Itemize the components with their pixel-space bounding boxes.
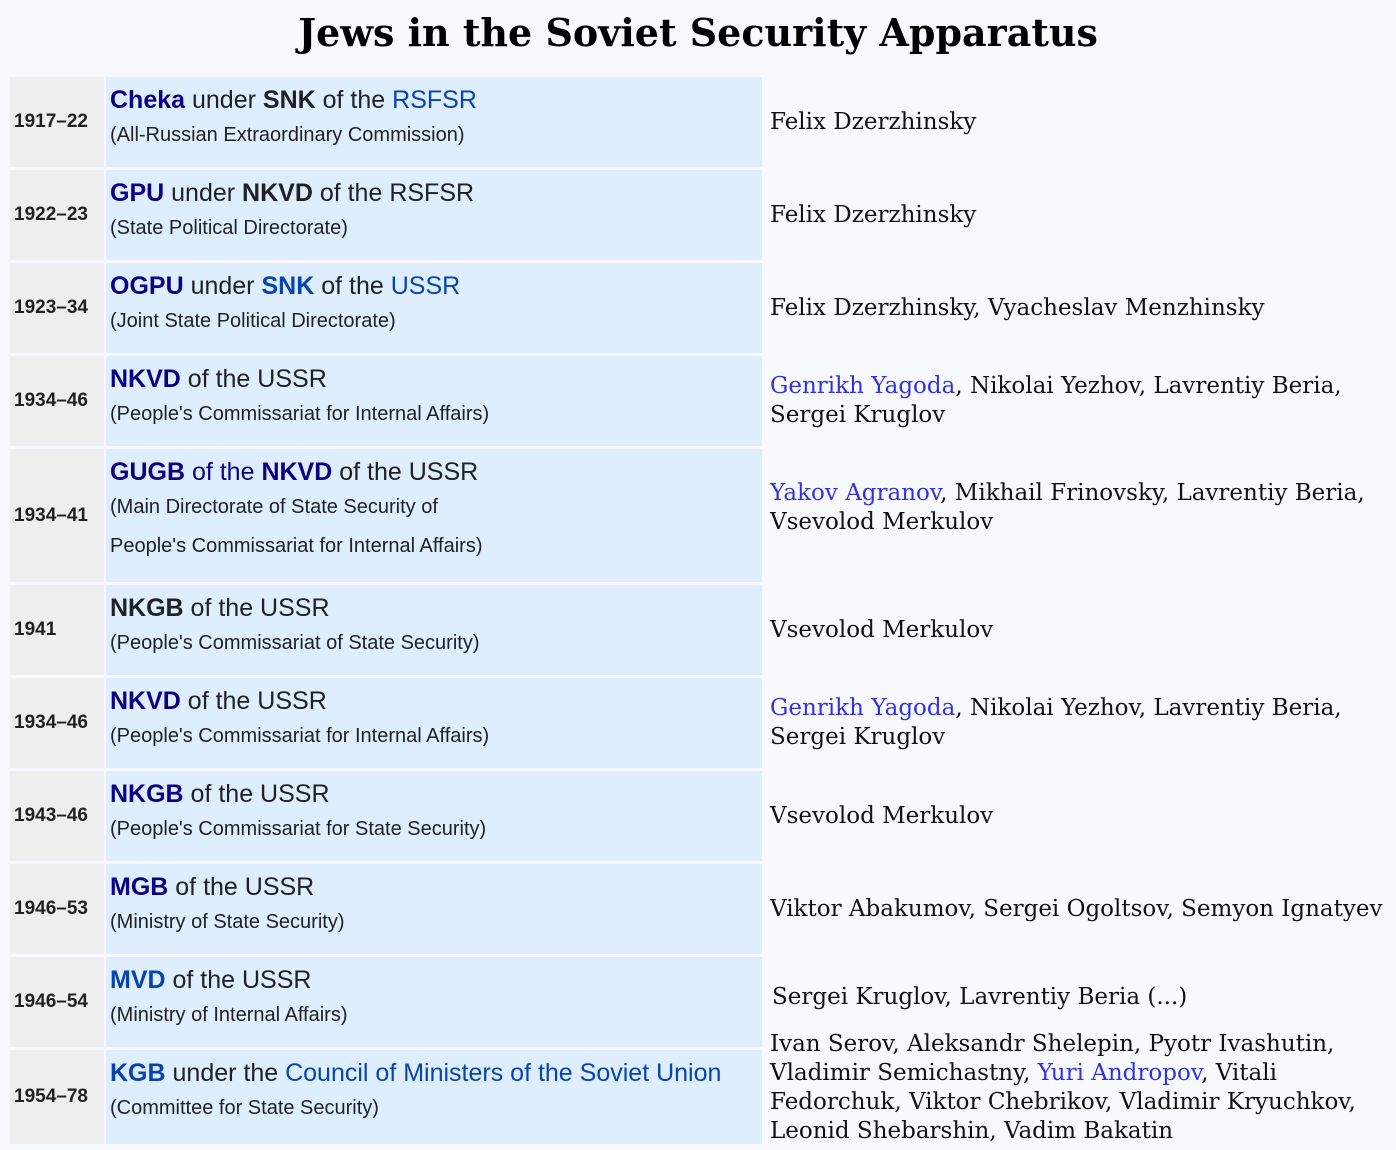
agency-text: of the USSR — [332, 458, 479, 486]
agency-text: of the USSR — [180, 365, 327, 393]
years-cell: 1946–53 — [10, 864, 104, 954]
chiefs-text: , Nikolai Yezhov, Lavrentiy Beria, Sergei Kruglov — [770, 695, 1342, 750]
agency-full-name: (Main Directorate of State Security of — [110, 496, 438, 518]
page-title: Jews in the Soviet Security Apparatus — [298, 10, 1098, 55]
agency-abbr-link[interactable]: NKVD — [110, 687, 181, 715]
agency-text: of the — [315, 86, 393, 114]
agency-text: of the USSR — [183, 780, 330, 808]
chiefs-text: Sergei Kruglov, Lavrentiy Beria (...) — [772, 984, 1188, 1010]
years-cell: 1923–34 — [10, 263, 104, 353]
years-cell: 1934–46 — [10, 678, 104, 768]
agency-text: of the — [185, 458, 262, 486]
chiefs-text: Felix Dzerzhinsky — [770, 108, 977, 135]
chiefs-text: Viktor Abakumov, Sergei Ogoltsov, Semyon Ignatyev — [770, 895, 1383, 922]
agency-full-name: (People's Commissariat for State Security) — [110, 818, 487, 840]
table-row — [10, 449, 1396, 582]
agency-cell — [106, 77, 762, 167]
years-cell: 1934–46 — [10, 356, 104, 446]
table-row — [10, 1031, 1396, 1144]
agency-abbr-link[interactable]: NKVD — [110, 365, 181, 393]
table-row — [10, 77, 1396, 167]
table-row — [10, 771, 1396, 861]
agency-cell — [106, 449, 762, 582]
agency-full-name: (Ministry of Internal Affairs) — [110, 1004, 348, 1026]
chiefs-text: Felix Dzerzhinsky — [770, 201, 977, 228]
chiefs-text: , Vitali Fedorchuk, Viktor Chebrikov, Vladimir Kryuchkov, Leonid Shebarshin, Vadim Bakatin — [770, 1060, 1356, 1144]
chiefs-text: Ivan Serov, Aleksandr Shelepin, Pyotr Ivashutin, Vladimir Semichastny, — [770, 1031, 1335, 1086]
chiefs-cell — [770, 771, 1390, 861]
agency-text: under the — [165, 1059, 286, 1087]
agency-full-name: (People's Commissariat for Internal Affairs) — [110, 403, 490, 425]
years-cell: 1946–54 — [10, 957, 104, 1047]
years-cell: 1934–41 — [10, 449, 104, 582]
chiefs-cell — [770, 356, 1390, 446]
chief-link[interactable]: Yakov Agranov — [770, 480, 941, 506]
agency-abbr: NKGB — [110, 594, 184, 622]
agency-text: under — [183, 272, 262, 300]
chiefs-text: Felix Dzerzhinsky, Vyacheslav Menzhinsky — [770, 294, 1265, 321]
agency-full-name: (People's Commissariat of State Security) — [110, 632, 480, 654]
agency-abbr-link[interactable]: OGPU — [110, 272, 184, 300]
agency-full-name-cont: People's Commissariat for Internal Affairs) — [110, 535, 483, 557]
years-cell: 1954–78 — [10, 1050, 104, 1144]
agency-cell — [106, 957, 762, 1047]
chief-link[interactable]: Yuri Andropov — [1037, 1060, 1202, 1086]
agency-text: of the USSR — [168, 873, 315, 901]
years-cell: 1943–46 — [10, 771, 104, 861]
agency-cell — [106, 585, 762, 675]
agency-text: under — [164, 179, 243, 207]
table-row — [10, 263, 1396, 353]
years-cell: 1917–22 — [10, 77, 104, 167]
agency-full-name: (All-Russian Extraordinary Commission) — [110, 124, 465, 146]
agency-abbr-link[interactable]: GPU — [110, 179, 165, 207]
years-cell: 1941 — [10, 585, 104, 675]
agency-abbr-link[interactable]: KGB — [110, 1059, 166, 1087]
chiefs-cell — [770, 864, 1390, 954]
chiefs-cell — [770, 263, 1390, 353]
agency-text: under — [185, 86, 263, 114]
agency-cell — [106, 1050, 762, 1144]
chiefs-cell — [770, 1030, 1386, 1150]
years-cell: 1922–23 — [10, 170, 104, 260]
chiefs-text: Vsevolod Merkulov — [770, 802, 994, 829]
parent-abbr: SNK — [262, 86, 316, 114]
agency-full-name: (Ministry of State Security) — [110, 911, 345, 933]
table-row — [10, 170, 1396, 260]
agency-text: of the USSR — [165, 966, 312, 994]
chief-link[interactable]: Genrikh Yagoda — [770, 373, 956, 399]
agency-abbr-link[interactable]: NKGB — [110, 780, 184, 808]
chiefs-text: , Mikhail Frinovsky, Lavrentiy Beria, Vsevolod Merkulov — [770, 480, 1365, 535]
chiefs-cell — [770, 449, 1390, 582]
agency-full-name: (Joint State Political Directorate) — [110, 310, 396, 332]
parent-link[interactable]: SNK — [261, 272, 315, 300]
table-row — [10, 864, 1396, 954]
parent-link[interactable]: Council of Ministers of the Soviet Union — [285, 1059, 722, 1087]
agency-abbr-link[interactable]: Cheka — [110, 86, 186, 114]
agency-cell — [106, 170, 762, 260]
chief-link[interactable]: Genrikh Yagoda — [770, 695, 956, 721]
agency-full-name: (People's Commissariat for Internal Affairs) — [110, 725, 490, 747]
agency-full-name: (State Political Directorate) — [110, 217, 348, 239]
chiefs-cell — [770, 585, 1390, 675]
chiefs-text: , Nikolai Yezhov, Lavrentiy Beria, Sergei Kruglov — [770, 373, 1342, 428]
agency-cell — [106, 771, 762, 861]
state-link[interactable]: RSFSR — [392, 86, 477, 114]
agency-text: of the USSR — [183, 594, 330, 622]
state-link[interactable]: USSR — [390, 272, 461, 300]
state-text: RSFSR — [389, 179, 475, 207]
table-row — [10, 678, 1396, 768]
agency-text: of the USSR — [180, 687, 327, 715]
agency-abbr-link[interactable]: MGB — [110, 873, 169, 901]
agency-cell — [106, 263, 762, 353]
chiefs-cell — [770, 678, 1390, 768]
parent-abbr-link[interactable]: NKVD — [261, 458, 333, 486]
agency-abbr-link[interactable]: MVD — [110, 966, 166, 994]
agency-text: of the — [314, 272, 391, 300]
agency-cell — [106, 678, 762, 768]
agency-cell — [106, 864, 762, 954]
table-row — [10, 356, 1396, 446]
agency-cell — [106, 356, 762, 446]
agency-full-name: (Committee for State Security) — [110, 1097, 379, 1119]
chiefs-text: Vsevolod Merkulov — [770, 616, 994, 643]
agency-text: of the — [312, 179, 390, 207]
chiefs-cell — [770, 170, 1390, 260]
agency-abbr-link[interactable]: GUGB — [110, 458, 185, 486]
parent-abbr: NKVD — [242, 179, 313, 207]
table-row — [10, 585, 1396, 675]
chiefs-cell — [770, 77, 1390, 167]
